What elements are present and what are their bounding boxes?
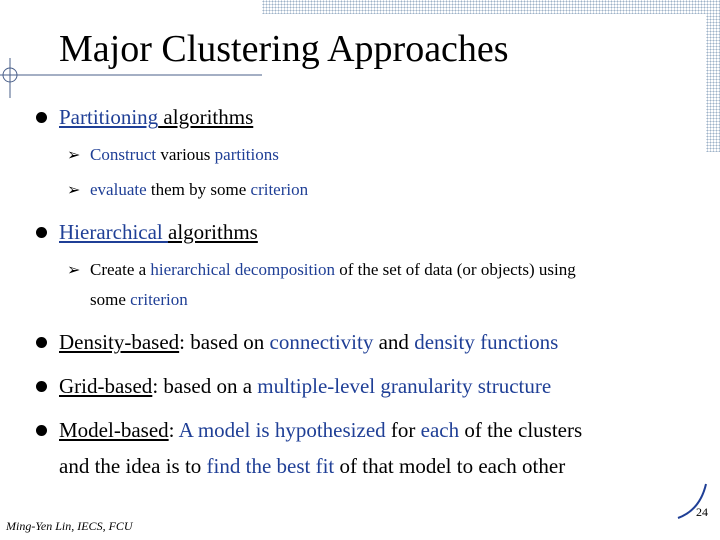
bullet-text-segment: Construct xyxy=(90,145,157,164)
bullet-text-segment: partitions xyxy=(214,145,279,164)
bullet-text-segment: of the clusters xyxy=(459,418,583,442)
bullet-text-segment: hierarchical decomposition xyxy=(150,260,335,279)
bullet-text-segment: find the best fit xyxy=(206,454,335,478)
slide-title: Major Clustering Approaches xyxy=(59,28,509,70)
sub-bullet-item xyxy=(90,289,188,311)
bullet-text-segment: for xyxy=(385,418,421,442)
bullet-text-segment: criterion xyxy=(130,290,188,309)
bullet-text-segment: algorithms xyxy=(168,220,258,244)
bullet-text-segment: evaluate xyxy=(90,180,147,199)
bullet-item xyxy=(59,329,558,355)
page-number: 24 xyxy=(696,505,708,519)
arrow-bullet-icon: ➢ xyxy=(67,180,81,199)
bullet-text-segment: and xyxy=(373,330,415,354)
bullet-text-segment: density functions xyxy=(414,330,559,354)
bullet-text-segment: Density-based xyxy=(59,330,180,354)
bullet-text-segment: : based on a xyxy=(152,374,258,398)
sub-bullet-item xyxy=(90,179,308,201)
bullet-dot-icon xyxy=(36,112,47,123)
bullet-dot-icon xyxy=(36,227,47,238)
arrow-bullet-icon: ➢ xyxy=(67,260,81,279)
bullet-text-segment: multiple-level granularity structure xyxy=(257,374,552,398)
bullet-dot-icon xyxy=(36,337,47,348)
bullet-text-segment: Model-based xyxy=(59,418,169,442)
arrow-bullet-icon: ➢ xyxy=(67,145,81,164)
bullet-text-segment: Hierarchical xyxy=(59,220,169,244)
sub-bullet-item xyxy=(90,259,576,281)
bullet-text-segment: of the set of data (or objects) using xyxy=(334,260,576,279)
slide-footer: Ming-Yen Lin, IECS, FCU xyxy=(6,519,133,533)
bullet-text-segment: Grid-based xyxy=(59,374,153,398)
bullet-text-segment: : xyxy=(168,418,179,442)
bullet-item xyxy=(59,219,258,245)
bullet-text-segment: each xyxy=(420,418,460,442)
bullet-text-segment: connectivity xyxy=(269,330,374,354)
bullet-text-segment: of that model to each other xyxy=(334,454,566,478)
bullet-dot-icon xyxy=(36,381,47,392)
bullet-text-segment: criterion xyxy=(250,180,309,199)
bullet-text-segment: Partitioning xyxy=(59,105,159,129)
bullet-item xyxy=(59,104,253,130)
bullet-text-segment: A model is hypothesized xyxy=(178,418,386,442)
bullet-item xyxy=(59,417,582,443)
bullet-item xyxy=(59,453,565,479)
bullet-text-segment: various xyxy=(156,145,215,164)
bullet-dot-icon xyxy=(36,425,47,436)
bullet-item xyxy=(59,373,551,399)
bullet-text-segment: : based on xyxy=(179,330,270,354)
bullet-text-segment: some xyxy=(90,290,131,309)
bullet-text-segment: algorithms xyxy=(158,105,254,129)
bullet-text-segment: Create a xyxy=(90,260,151,279)
bullet-text-segment: them by some xyxy=(146,180,251,199)
sub-bullet-item xyxy=(90,144,279,166)
bullet-text-segment: and the idea is to xyxy=(59,454,207,478)
